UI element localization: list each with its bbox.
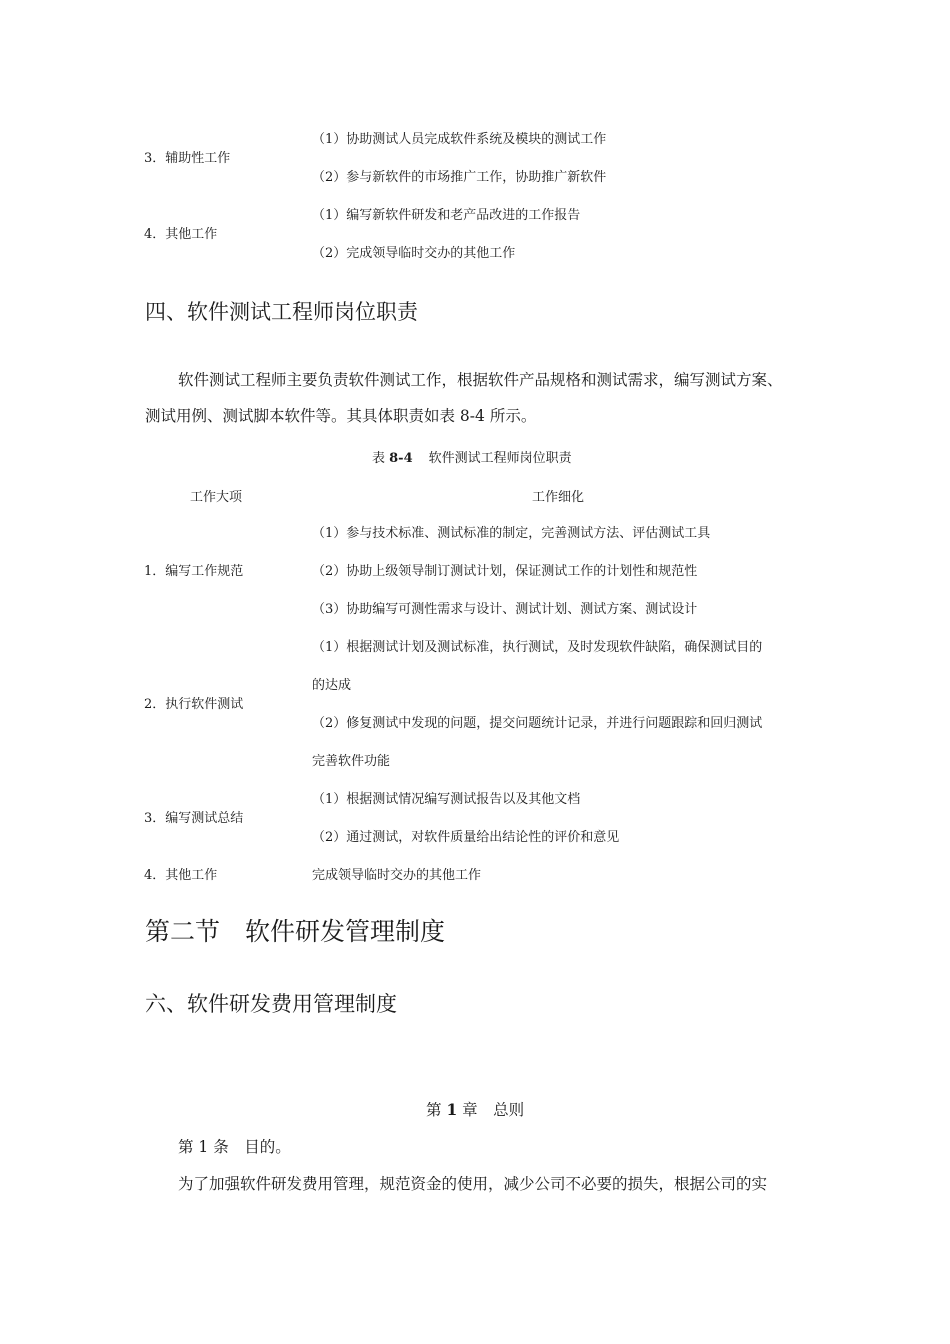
table-cell-detail: （1）根据测试情况编写测试报告以及其他文档: [312, 792, 581, 807]
table-cell-category: 2．执行软件测试: [144, 697, 244, 712]
table-caption-prefix: 表: [372, 451, 390, 466]
chapter-section-heading: 第二节 软件研发管理制度: [145, 917, 446, 946]
table-cell-detail: （2）参与新软件的市场推广工作，协助推广新软件: [312, 170, 607, 185]
table-cell-category: 1．编写工作规范: [144, 564, 244, 579]
table-cell-detail: 完成领导临时交办的其他工作: [312, 868, 482, 883]
table-cell-category: 3．编写测试总结: [144, 811, 244, 826]
table-cell-detail: （2）完成领导临时交办的其他工作: [312, 246, 516, 261]
table-cell-detail: 的达成: [312, 678, 352, 693]
chapter-title: [426, 1098, 524, 1120]
table-cell-detail: （2）修复测试中发现的问题，提交问题统计记录，并进行问题跟踪和回归测试: [312, 716, 763, 731]
table-caption-number: 8-4: [389, 451, 413, 466]
chapter-prefix: 第: [426, 1101, 447, 1119]
table-cell-category: 3．辅助性工作: [144, 151, 231, 166]
section-heading: 六、软件研发费用管理制度: [145, 992, 397, 1016]
table-cell-detail: （1）参与技术标准、测试标准的制定，完善测试方法、评估测试工具: [312, 526, 711, 541]
article-heading: 第 1 条 目的。: [178, 1138, 291, 1156]
table-cell-detail: （1）编写新软件研发和老产品改进的工作报告: [312, 208, 581, 223]
section-heading: 四、软件测试工程师岗位职责: [145, 300, 418, 324]
table-cell-category: 4．其他工作: [144, 868, 218, 883]
table-caption-title: 软件测试工程师岗位职责: [428, 451, 572, 466]
chapter-number: 1: [446, 1100, 458, 1119]
table-cell-detail: 完善软件功能: [312, 754, 391, 769]
body-paragraph: 为了加强软件研发费用管理，规范资金的使用，减少公司不必要的损失，根据公司的实: [178, 1175, 768, 1193]
table-cell-category: 4．其他工作: [144, 227, 218, 242]
table-cell-detail: （2）协助上级领导制订测试计划，保证测试工作的计划性和规范性: [312, 564, 698, 579]
table-cell-detail: （3）协助编写可测性需求与设计、测试计划、测试方案、测试设计: [312, 602, 698, 617]
table-cell-detail: （1）根据测试计划及测试标准，执行测试，及时发现软件缺陷，确保测试目的: [312, 640, 763, 655]
table-caption: [372, 447, 572, 466]
table-cell-detail: （2）通过测试，对软件质量给出结论性的评价和意见: [312, 830, 620, 845]
table-cell-detail: （1）协助测试人员完成软件系统及模块的测试工作: [312, 132, 607, 147]
chapter-suffix: 章 总则: [457, 1101, 525, 1119]
table-header-details: 工作细化: [532, 490, 585, 505]
intro-paragraph-line: 测试用例、测试脚本软件等。其具体职责如表 8-4 所示。: [145, 407, 537, 425]
table-header-category: 工作大项: [190, 490, 243, 505]
intro-paragraph-line: 软件测试工程师主要负责软件测试工作，根据软件产品规格和测试需求，编写测试方案、: [178, 371, 783, 389]
